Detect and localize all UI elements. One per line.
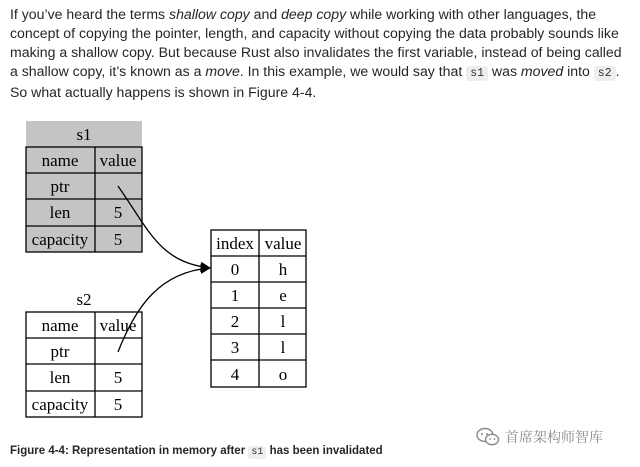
paragraph-text: and [249,6,282,22]
s2-row-len-name: len [49,368,71,387]
s2-row-capacity-name: capacity [31,395,89,414]
heap-value-2: l [280,312,286,331]
s1-row-ptr-name: ptr [50,177,70,196]
s2-title: s2 [76,290,92,309]
heap-value-1: e [279,286,287,305]
heap-index-4: 4 [230,365,240,384]
s1-row-capacity-value: 5 [113,230,123,249]
s1-header-name: name [41,151,79,170]
paragraph-text: into [563,63,594,79]
heap-header-index: index [216,234,254,253]
s2-header-name: name [41,316,79,335]
s1-row-len-name: len [49,203,71,222]
s2-header-value: value [99,316,137,335]
term-shallow-copy: shallow copy [169,6,250,22]
paragraph-text: while working with other languages, the concept of copying the pointer, length, and capacity without copying the data probably sounds like making a shallow copy. But because Rust also invalidates the first variable, instead of being called a shallow copy, it’s known as a [10,6,622,79]
heap-index-0: 0 [230,260,240,279]
heap-value-0: h [278,260,288,279]
caption-code-s1: s1 [248,446,266,459]
s1-row-len-value: 5 [113,203,123,222]
figure-caption [10,445,383,458]
heap-value-3: l [280,338,286,357]
inline-code-s1: s1 [466,66,488,81]
caption-suffix: has been invalidated [266,445,383,457]
heap-index-3: 3 [230,338,240,357]
s2-row-len-value: 5 [113,368,123,387]
heap-table [211,230,306,387]
heap-header-value: value [264,234,302,253]
s1-header-value: value [99,151,137,170]
s1-title: s1 [76,125,92,144]
inline-code-s2: s2 [594,66,616,81]
s1-row-capacity-name: capacity [31,230,89,249]
term-move: move [205,63,240,79]
heap-index-1: 1 [230,286,240,305]
paragraph-text: . So what actually happens is shown in Figure 4-4. [10,63,620,100]
term-moved: moved [520,63,564,79]
watermark [476,426,603,448]
paragraph-text: . In this example, we would say that [239,63,467,79]
heap-value-4: o [278,365,288,384]
s2-row-capacity-value: 5 [113,395,123,414]
paragraph-text: was [488,63,521,79]
heap-index-2: 2 [230,312,240,331]
watermark-text: 首席架构师智库 [505,429,603,445]
s1-table [26,121,142,252]
term-deep-copy: deep copy [281,6,347,22]
s2-table [26,290,142,417]
s2-row-ptr-name: ptr [50,342,70,361]
paragraph-text: If you’ve heard the terms [10,6,170,22]
wechat-icon [476,427,500,447]
caption-prefix: Figure 4-4: Representation in memory after [10,445,249,457]
